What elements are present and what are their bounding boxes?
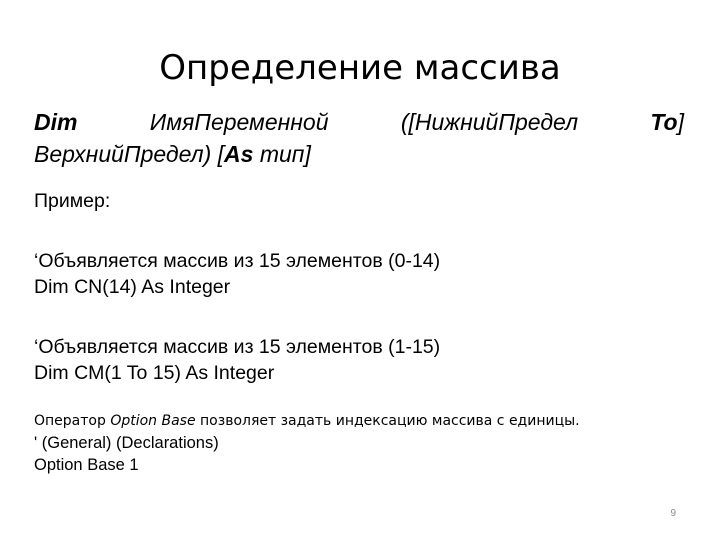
keyword-to: To xyxy=(650,109,678,135)
keyword-as: As xyxy=(224,141,254,167)
keyword-dim: Dim xyxy=(34,109,78,135)
keyword-to-group xyxy=(650,106,684,138)
example-comment: ‘Объявляется массив из 15 элементов (0-14) xyxy=(34,250,441,272)
slide-title: Определение массива xyxy=(159,48,561,88)
note-code: Option Base 1 xyxy=(34,456,139,474)
variable-name: ИмяПеременной xyxy=(149,109,329,135)
page-number: 9 xyxy=(670,508,676,519)
example-comment: ‘Объявляется массив из 15 элементов (1-15) xyxy=(34,336,441,358)
note-text-end: позволяет задать индексацию массива с единицы. xyxy=(195,413,580,429)
example-code: Dim CM(1 To 15) As Integer xyxy=(34,362,275,384)
type-name: тип] xyxy=(253,141,311,167)
syntax-definition xyxy=(34,106,684,170)
option-base-term: Option Base xyxy=(110,413,196,429)
example-2 xyxy=(34,334,440,386)
note-text-start: Оператор xyxy=(34,413,111,429)
example-code: Dim CN(14) As Integer xyxy=(34,276,231,298)
note-text xyxy=(34,410,594,432)
example-1 xyxy=(34,248,440,300)
syntax-line-2 xyxy=(34,138,684,170)
note-code-comment: ' (General) (Declarations) xyxy=(34,434,219,452)
example-label: Пример: xyxy=(34,190,111,212)
syntax-line-1 xyxy=(34,106,684,138)
lower-bound: ([НижнийПредел xyxy=(400,109,579,135)
upper-bound: ВерхнийПредел) [ xyxy=(34,141,225,167)
bracket-close: ] xyxy=(677,109,684,135)
option-base-note xyxy=(34,410,594,476)
